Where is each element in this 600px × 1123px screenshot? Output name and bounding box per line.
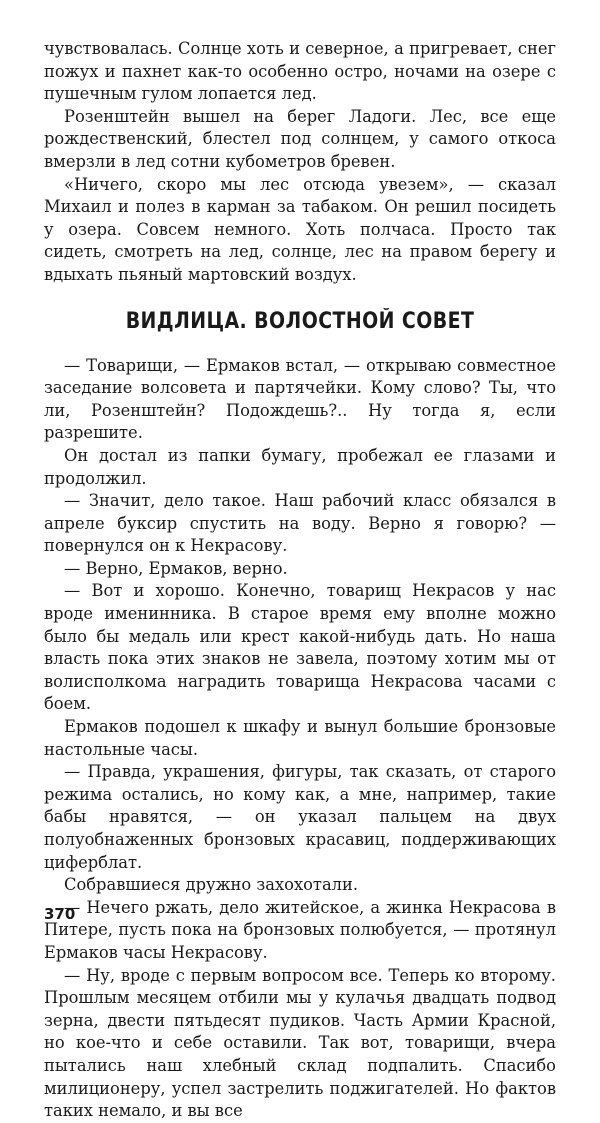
page-body [44, 38, 556, 1123]
paragraph: — Значит, дело такое. Наш рабочий класс обязался в апреле буксир спустить на воду. Верно я говорю? — повернулся он к Некрасову. [44, 491, 556, 556]
paragraph: Ермаков подошел к шкафу и вынул большие бронзовые настольные часы. [44, 717, 556, 759]
paragraph: Розенштейн вышел на берег Ладоги. Лес, все еще рождественский, блестел под солнцем, у самого откоса вмерзли в лед сотни кубометров бревен. [44, 106, 556, 171]
paragraph: — Верно, Ермаков, верно. [64, 558, 288, 578]
paragraph: — Вот и хорошо. Конечно, товарищ Некрасов у нас вроде именинника. В старое время ему вполне можно было бы медаль или крест какой-нибудь дать. Но наша власть пока этих знаков не завела, поэтому хотим мы от волисполкома наградить товарища Некрасова часами с боем. [44, 581, 556, 714]
chapter-heading: ВИДЛИЦА. ВОЛОСТНОЙ СОВЕТ [125, 308, 475, 334]
paragraph: Он достал из папки бумагу, пробежал ее глазами и продолжил. [44, 445, 556, 488]
paragraph: чувствовалась. Солнце хоть и северное, а пригревает, снег пожух и пахнет как-то особенно остро, ночами на озере с пушечным гулом лопается лед. [44, 39, 556, 104]
paragraph: — Нечего ржать, дело житейское, а жинка Некрасова в Питере, пусть пока на бронзовых полюбуется, — протянул Ермаков часы Некрасову. [44, 897, 556, 962]
paragraph: — Ну, вроде с первым вопросом все. Теперь ко второму. Прошлым месяцем отбили мы у кулачья двадцать подвод зерна, двести пятьдесят пудиков. Часть Армии Красной, но кое-что и себе оставили. Так вот, товарищи, вчера пытались наш хлебный склад подпалить. Спасибо милиционеру, успел застрелить поджигателей. Но фактов таких немало, и вы все [44, 965, 556, 1121]
paragraph: — Правда, украшения, фигуры, так сказать, от старого режима остались, но кому как, а мне, например, такие бабы нравятся, — он указал пальцем на двух полуобнаженных бронзовых красавиц, поддерживающих циферблат. [44, 762, 556, 872]
paragraph: Собравшиеся дружно захохотали. [64, 875, 359, 895]
paragraph: «Ничего, скоро мы лес отсюда увезем», — сказал Михаил и полез в карман за табаком. Он решил посидеть у озера. Совсем немного. Хоть полчаса. Просто так сидеть, смотреть на лед, солнце, лес на правом берегу и вдыхать пьяный мартовский воздух. [44, 174, 556, 284]
page-number: 370 [44, 905, 76, 923]
paragraph: — Товарищи, — Ермаков встал, — открываю совместное заседание волсовета и партячейки. Кому слово? Ты, что ли, Розенштейн? Подождешь?.. Ну тогда я, если разрешите. [44, 355, 556, 443]
